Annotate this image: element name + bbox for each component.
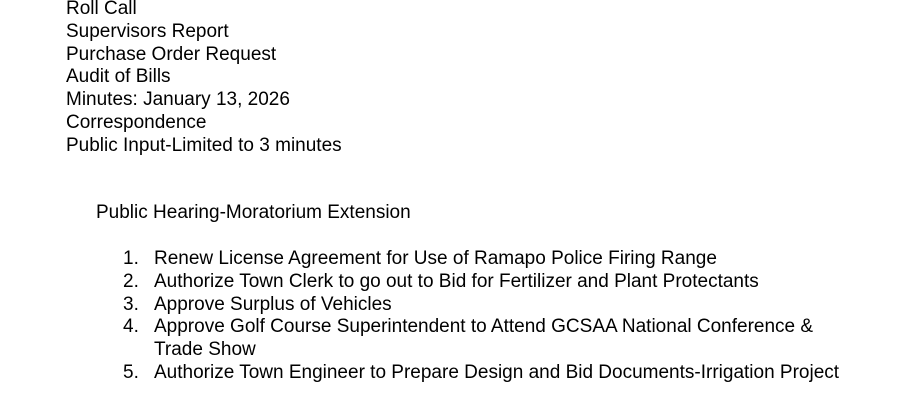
resolution-item	[123, 294, 843, 317]
resolution-number: 1.	[123, 248, 139, 269]
resolution-text: Approve Surplus of Vehicles	[154, 293, 392, 315]
resolutions-list	[123, 248, 843, 385]
agenda-item-correspondence: Correspondence	[66, 111, 207, 133]
agenda-item-minutes: Minutes: January 13, 2026	[66, 89, 290, 111]
section-heading: Public Hearing-Moratorium Extension	[96, 202, 411, 223]
resolution-item	[123, 316, 843, 362]
resolution-number: 3.	[123, 293, 139, 315]
resolution-text: Authorize Town Clerk to go out to Bid for Fertilizer and Plant Protectants	[154, 270, 759, 292]
resolution-text: Approve Golf Course Superintendent to Attend GCSAA National Conference & Trade Show	[154, 316, 814, 361]
agenda-list	[66, 0, 342, 158]
resolution-text: Renew License Agreement for Use of Ramapo Police Firing Range	[154, 248, 717, 269]
resolution-number: 4.	[123, 316, 139, 338]
agenda-item-purchase-order-request: Purchase Order Request	[66, 43, 277, 65]
resolution-item	[123, 362, 843, 385]
agenda-item-roll-call: Roll Call	[66, 0, 137, 19]
agenda-item-supervisors-report: Supervisors Report	[66, 20, 229, 42]
resolution-number: 5.	[123, 361, 139, 383]
resolution-number: 2.	[123, 270, 139, 292]
resolution-text: Authorize Town Engineer to Prepare Design and Bid Documents-Irrigation Project	[154, 361, 840, 383]
agenda-item-public-input: Public Input-Limited to 3 minutes	[66, 134, 342, 156]
agenda-item-audit-of-bills: Audit of Bills	[66, 66, 171, 88]
resolution-item	[123, 248, 843, 271]
resolution-item	[123, 271, 843, 294]
